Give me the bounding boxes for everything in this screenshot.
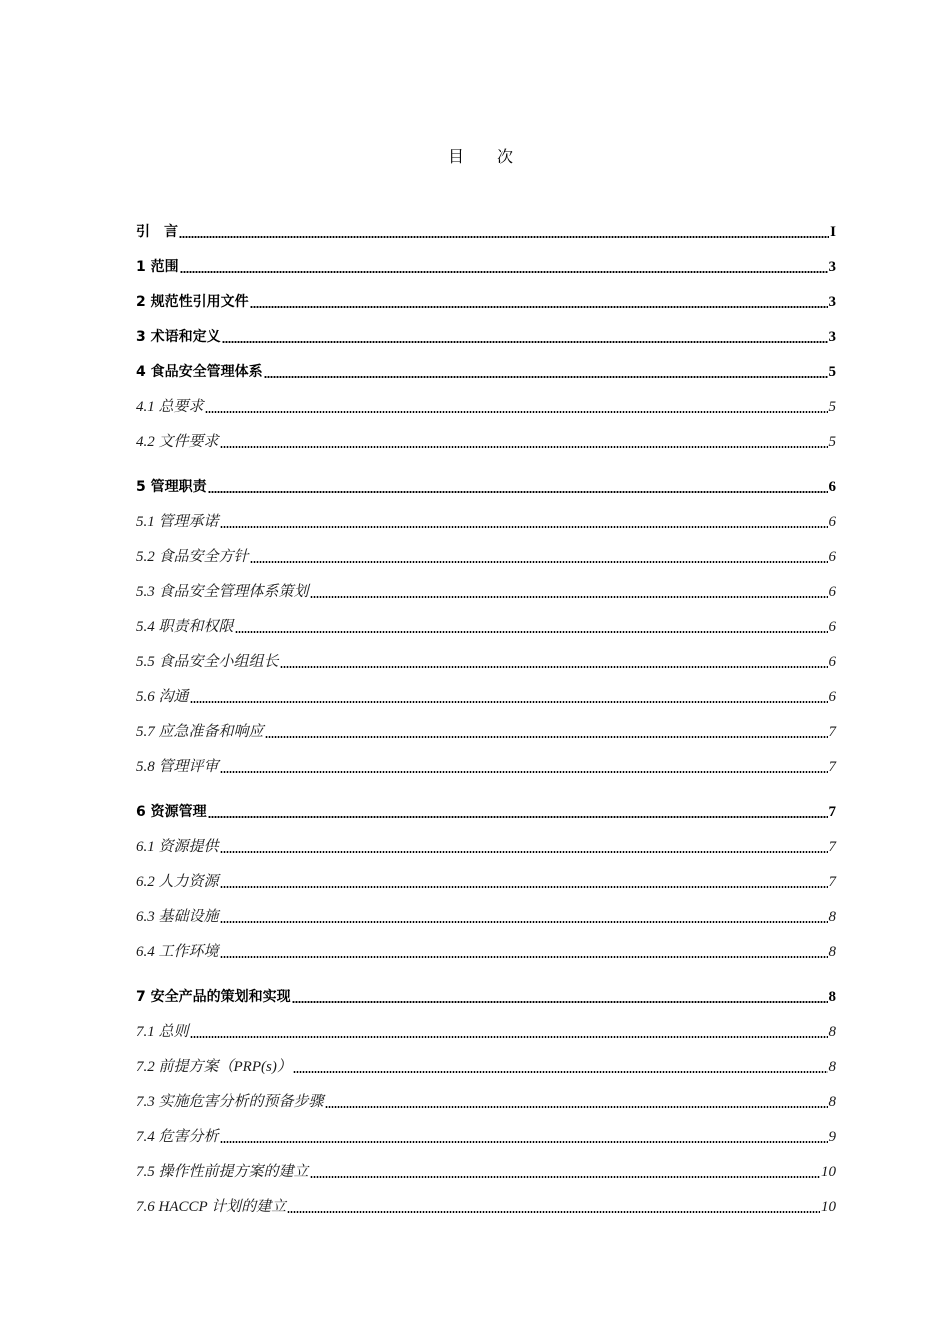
toc-entry-label: 5.2 食品安全方针 bbox=[136, 549, 249, 565]
toc-entry-label: 7.2 前提方案（PRP(s)） bbox=[136, 1059, 292, 1075]
toc-entry-page-number: 7 bbox=[828, 804, 836, 820]
toc-entry-label: 7.4 危害分析 bbox=[136, 1129, 219, 1145]
toc-entry-page-number: 5 bbox=[828, 399, 836, 415]
toc-entry-chapter[interactable] bbox=[136, 466, 836, 501]
toc-entry-label: 1 范围 bbox=[136, 259, 179, 275]
toc-dot-leader bbox=[180, 271, 828, 273]
toc-dot-leader bbox=[235, 631, 828, 633]
toc-entry-section[interactable] bbox=[136, 826, 836, 861]
toc-entry-section[interactable] bbox=[136, 571, 836, 606]
toc-entry-page-number: 6 bbox=[828, 654, 836, 670]
toc-entry-label: 5.4 职责和权限 bbox=[136, 619, 234, 635]
toc-entry-section[interactable] bbox=[136, 641, 836, 676]
toc-dot-leader bbox=[325, 1106, 828, 1108]
toc-entry-label: 2 规范性引用文件 bbox=[136, 294, 249, 310]
toc-entry-chapter[interactable] bbox=[136, 211, 836, 246]
toc-entry-page-number: 8 bbox=[828, 1059, 836, 1075]
toc-entry-label: 6.4 工作环境 bbox=[136, 944, 219, 960]
toc-entry-label: 3 术语和定义 bbox=[136, 329, 221, 345]
toc-entry-page-number: 7 bbox=[828, 724, 836, 740]
toc-entry-label: 7.1 总则 bbox=[136, 1024, 189, 1040]
toc-dot-leader bbox=[310, 596, 828, 598]
toc-entry-page-number: 5 bbox=[828, 434, 836, 450]
toc-entry-label: 5.7 应急准备和响应 bbox=[136, 724, 264, 740]
toc-dot-leader bbox=[265, 736, 828, 738]
toc-entry-section[interactable] bbox=[136, 711, 836, 746]
toc-entry-label: 6 资源管理 bbox=[136, 804, 207, 820]
toc-entry-label: 5.5 食品安全小组组长 bbox=[136, 654, 279, 670]
toc-dot-leader bbox=[293, 1071, 828, 1073]
toc-entry-page-number: I bbox=[830, 224, 836, 240]
toc-dot-leader bbox=[287, 1211, 820, 1213]
page-title: 目 次 bbox=[447, 147, 528, 166]
toc-entry-section[interactable] bbox=[136, 931, 836, 966]
toc-dot-leader bbox=[310, 1176, 820, 1178]
toc-entry-page-number: 7 bbox=[828, 874, 836, 890]
toc-entry-page-number: 3 bbox=[828, 259, 836, 275]
toc-entry-section[interactable] bbox=[136, 896, 836, 931]
toc-dot-leader bbox=[220, 886, 828, 888]
toc-entry-section[interactable] bbox=[136, 861, 836, 896]
toc-entry-chapter[interactable] bbox=[136, 316, 836, 351]
toc-entry-section[interactable] bbox=[136, 676, 836, 711]
toc-dot-leader bbox=[220, 851, 828, 853]
toc-entry-chapter[interactable] bbox=[136, 791, 836, 826]
toc-entry-label: 4.2 文件要求 bbox=[136, 434, 219, 450]
toc-entry-page-number: 3 bbox=[828, 329, 836, 345]
toc-entry-page-number: 9 bbox=[828, 1129, 836, 1145]
toc-dot-leader bbox=[250, 306, 828, 308]
toc-entry-page-number: 8 bbox=[828, 1094, 836, 1110]
toc-entry-page-number: 7 bbox=[828, 839, 836, 855]
toc-entry-page-number: 6 bbox=[828, 584, 836, 600]
toc-entry-label: 7.3 实施危害分析的预备步骤 bbox=[136, 1094, 324, 1110]
toc-entry-label: 5.1 管理承诺 bbox=[136, 514, 219, 530]
toc-entry-label: 7.5 操作性前提方案的建立 bbox=[136, 1164, 309, 1180]
toc-dot-leader bbox=[292, 1001, 828, 1003]
toc-entry-label: 5.8 管理评审 bbox=[136, 759, 219, 775]
toc-entry-label: 5.6 沟通 bbox=[136, 689, 189, 705]
toc-entry-page-number: 6 bbox=[828, 619, 836, 635]
toc-dot-leader bbox=[220, 446, 828, 448]
toc-entry-page-number: 6 bbox=[828, 689, 836, 705]
toc-entry-section[interactable] bbox=[136, 1081, 836, 1116]
toc-entry-page-number: 3 bbox=[828, 294, 836, 310]
toc-entry-page-number: 6 bbox=[828, 514, 836, 530]
toc-entry-label: 4 食品安全管理体系 bbox=[136, 364, 263, 380]
toc-entry-page-number: 8 bbox=[828, 1024, 836, 1040]
toc-dot-leader bbox=[208, 491, 828, 493]
toc-entry-section[interactable] bbox=[136, 386, 836, 421]
toc-entry-label: 7 安全产品的策划和实现 bbox=[136, 989, 291, 1005]
toc-entry-label: 引 言 bbox=[136, 224, 178, 240]
toc-entry-page-number: 10 bbox=[821, 1164, 836, 1180]
toc-dot-leader bbox=[208, 816, 828, 818]
toc-entry-section[interactable] bbox=[136, 746, 836, 781]
toc-entry-label: 6.3 基础设施 bbox=[136, 909, 219, 925]
toc-entry-label: 6.2 人力资源 bbox=[136, 874, 219, 890]
toc-entry-section[interactable] bbox=[136, 421, 836, 456]
toc-entry-section[interactable] bbox=[136, 536, 836, 571]
toc-entry-page-number: 7 bbox=[828, 759, 836, 775]
toc-entry-chapter[interactable] bbox=[136, 351, 836, 386]
toc-dot-leader bbox=[220, 921, 828, 923]
toc-dot-leader bbox=[250, 561, 828, 563]
toc-entry-page-number: 8 bbox=[828, 989, 836, 1005]
toc-dot-leader bbox=[280, 666, 828, 668]
toc-entry-label: 4.1 总要求 bbox=[136, 399, 204, 415]
toc-entry-label: 7.6 HACCP 计划的建立 bbox=[136, 1199, 287, 1215]
toc-entry-chapter[interactable] bbox=[136, 976, 836, 1011]
toc-entry-section[interactable] bbox=[136, 1011, 836, 1046]
toc-dot-leader bbox=[220, 956, 828, 958]
toc-entry-chapter[interactable] bbox=[136, 281, 836, 316]
toc-entry-section[interactable] bbox=[136, 1046, 836, 1081]
toc-entry-label: 6.1 资源提供 bbox=[136, 839, 219, 855]
toc-entry-page-number: 6 bbox=[828, 479, 836, 495]
toc-entry-page-number: 6 bbox=[828, 549, 836, 565]
toc-entry-page-number: 8 bbox=[828, 944, 836, 960]
toc-entry-section[interactable] bbox=[136, 1151, 836, 1186]
toc-entry-label: 5 管理职责 bbox=[136, 479, 207, 495]
toc-entry-section[interactable] bbox=[136, 606, 836, 641]
toc-entry-label: 5.3 食品安全管理体系策划 bbox=[136, 584, 309, 600]
toc-entry-page-number: 10 bbox=[821, 1199, 836, 1215]
toc-dot-leader bbox=[190, 701, 828, 703]
toc-entry-page-number: 8 bbox=[828, 909, 836, 925]
toc-dot-leader bbox=[205, 411, 828, 413]
toc-entry-chapter[interactable] bbox=[136, 246, 836, 281]
toc-entry-section[interactable] bbox=[136, 1116, 836, 1151]
toc-dot-leader bbox=[220, 1141, 828, 1143]
toc-entry-section[interactable] bbox=[136, 501, 836, 536]
toc-dot-leader bbox=[264, 376, 828, 378]
toc-dot-leader bbox=[190, 1036, 828, 1038]
toc-dot-leader bbox=[179, 236, 829, 238]
toc-dot-leader bbox=[220, 526, 828, 528]
toc-dot-leader bbox=[222, 341, 828, 343]
table-of-contents bbox=[136, 211, 836, 1221]
toc-entry-section[interactable] bbox=[136, 1186, 836, 1221]
toc-entry-page-number: 5 bbox=[828, 364, 836, 380]
toc-dot-leader bbox=[220, 771, 828, 773]
